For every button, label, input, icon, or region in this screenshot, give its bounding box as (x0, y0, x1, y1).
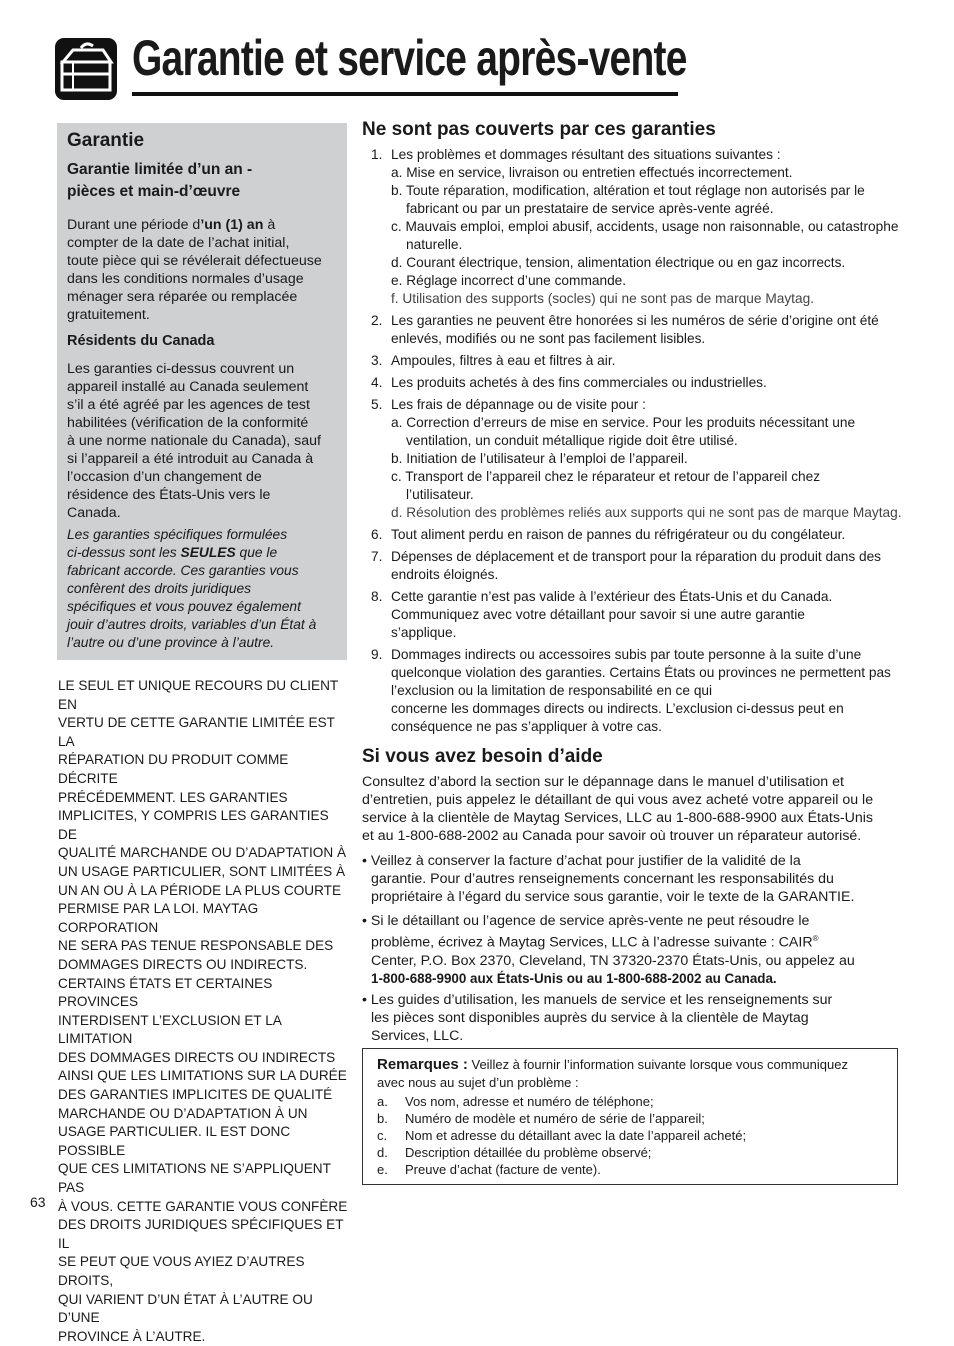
title-underline (132, 92, 678, 96)
help-heading: Si vous avez besoin d’aide (362, 746, 603, 767)
warranty-paragraph: Durant une période d’un (1) an à compter de la date de l’achat initial, toute pièce qui se révélerait défectueuse dans les conditions normales d’usage ménager sera réparée ou remplacée gratuitement. (67, 217, 322, 323)
disclaimer-line: À VOUS. CETTE GARANTIE VOUS CONFÈRE (58, 1198, 348, 1214)
list-subitem-continuation: fabricant ou par un prestataire de service après-vente agréé. (406, 201, 774, 216)
list-text: Cette garantie n’est pas valide à l’extérieur des États-Unis et du Canada. (391, 589, 833, 604)
note-item (377, 1093, 892, 1110)
list-item (371, 526, 911, 544)
disclaimer-line: RÉPARATION DU PRODUIT COMME DÉCRITE (58, 752, 289, 786)
list-subitem: a. Correction d’erreurs de mise en service. Pour les produits nécessitant une (391, 415, 856, 430)
list-item (371, 146, 911, 164)
disclaimer-line: IMPLICITES, Y COMPRIS LES GARANTIES DE (58, 808, 329, 842)
list-item (371, 646, 911, 664)
list-number: 2. (371, 313, 383, 328)
disclaimer-line: DES DROITS JURIDIQUES SPÉCIFIQUES ET IL (58, 1217, 344, 1251)
list-item (371, 312, 911, 330)
note-item (377, 1110, 892, 1127)
note-text: Nom et adresse du détaillant avec la date l’appareil acheté; (405, 1128, 747, 1143)
toolbox-icon (55, 38, 117, 100)
note-item (377, 1161, 892, 1178)
list-item-continuation: s’applique. (391, 625, 457, 640)
list-number: 9. (371, 647, 383, 662)
list-item-continuation: quelconque violation des garanties. Certains États ou provinces ne permettent pas (391, 665, 891, 680)
canada-heading: Résidents du Canada (67, 333, 215, 349)
disclaimer-line: DES DOMMAGES DIRECTS OU INDIRECTS (58, 1049, 336, 1065)
list-item-continuation: concerne les dommages directs ou indirects. L’exclusion ci-dessus peut en (391, 701, 844, 716)
page-title: Garantie et service après-vente (132, 30, 687, 86)
note-text: Vos nom, adresse et numéro de téléphone; (405, 1094, 654, 1109)
note-letter: c. (377, 1128, 388, 1143)
list-number: 8. (371, 589, 383, 604)
list-item-continuation: Communiquez avec votre détaillant pour savoir si une autre garantie (391, 607, 805, 622)
disclaimer-line: QUI VARIENT D’UN ÉTAT À L’AUTRE OU D’UNE (58, 1291, 313, 1326)
list-number: 3. (371, 353, 383, 368)
list-text: Les garanties ne peuvent être honorées si les numéros de série d’origine ont été (391, 313, 879, 328)
canada-paragraph: Les garanties ci-dessus couvrent un appareil installé au Canada seulement s’il a été agréé par les agences de test habilitées (vérification de la conformité à une norme nationale du Canada), sauf si l’appareil a été introduit au Canada à l’occasion d’un changement de résidence des États-Unis vers le Canada. (67, 361, 321, 521)
disclaimer-line: PERMISE PAR LA LOI. MAYTAG CORPORATION (58, 901, 259, 935)
list-subitem-continuation: ventilation, un conduit métallique rigide doit être utilisé. (406, 433, 738, 448)
list-item (371, 548, 911, 566)
disclaimer-line: DES GARANTIES IMPLICITES DE QUALITÉ (58, 1087, 333, 1103)
help-bullet-guides: • Les guides d’utilisation, les manuels de service et les renseignements sur les pièces sont disponibles auprès du service à la clientèle de Maytag Services, LLC. (362, 992, 833, 1044)
disclaimer-line: INTERDISENT L’EXCLUSION ET LA LIMITATION (58, 1012, 282, 1047)
list-subitem: c. Mauvais emploi, emploi abusif, accidents, usage non raisonnable, ou catastrophe (391, 219, 899, 234)
disclaimer-line: CERTAINS ÉTATS ET CERTAINES PROVINCES (58, 975, 273, 1010)
disclaimer-line: QUE CES LIMITATIONS NE S’APPLIQUENT PAS (58, 1161, 331, 1196)
warranty-subheading: Garantie limitée d’un an - pièces et main-d’œuvre (67, 161, 253, 200)
list-item (371, 352, 911, 370)
list-item (371, 396, 911, 414)
help-bullet-contact: • Si le détaillant ou l’agence de service après-vente ne peut résoudre le problème, écrivez à Maytag Services, LLC à l’adresse suivante : CAIR® Center, P.O. Box 2370, Cleveland, TN 37320-2370 États-Unis, ou appelez au 1-800-688-9900 aux États-Unis ou au 1-800-688-2002 au Canada. (362, 913, 855, 986)
disclaimer-line: VERTU DE CETTE GARANTIE LIMITÉE EST LA (58, 715, 335, 749)
warranty-heading: Garantie (67, 130, 145, 151)
note-letter: a. (377, 1094, 388, 1109)
note-letter: d. (377, 1145, 388, 1160)
notes-list (377, 1093, 892, 1178)
list-subitem: d. Résolution des problèmes reliés aux supports qui ne sont pas de marque Maytag. (391, 505, 902, 520)
disclaimer-line: USAGE PARTICULIER. IL EST DONC POSSIBLE (58, 1124, 291, 1158)
note-text: Description détaillée du problème observé; (405, 1145, 652, 1160)
disclaimer-line: UN AN OU À LA PÉRIODE LA PLUS COURTE (58, 882, 342, 898)
list-item-continuation: conséquence ne pas s’appliquer à votre cas. (391, 719, 662, 734)
list-subitem: f. Utilisation des supports (socles) qui ne sont pas de marque Maytag. (391, 291, 815, 306)
disclaimer-line: AINSI QUE LES LIMITATIONS SUR LA DURÉE (58, 1068, 347, 1084)
list-item (371, 374, 911, 392)
list-subitem: c. Transport de l’appareil chez le réparateur et retour de l’appareil chez (391, 469, 821, 484)
list-subitem: d. Courant électrique, tension, alimentation électrique ou en gaz incorrects. (391, 255, 846, 270)
list-item-continuation: endroits éloignés. (391, 567, 499, 582)
list-item (371, 588, 911, 606)
notes-intro: Remarques : Veillez à fournir l’information suivante lorsque vous communiquez avec nous au sujet d’un problème : (377, 1056, 848, 1090)
liability-disclaimer (58, 677, 350, 1346)
list-number: 4. (371, 375, 383, 390)
list-subitem: a. Mise en service, livraison ou entretien effectués incorrectement. (391, 165, 793, 180)
list-number: 7. (371, 549, 383, 564)
disclaimer-line: NE SERA PAS TENUE RESPONSABLE DES (58, 938, 334, 954)
list-text: Les frais de dépannage ou de visite pour : (391, 397, 646, 412)
not-covered-heading: Ne sont pas couverts par ces garanties (362, 119, 716, 140)
disclaimer-line: LE SEUL ET UNIQUE RECOURS DU CLIENT EN (58, 678, 338, 712)
list-number: 1. (371, 147, 383, 162)
list-number: 5. (371, 397, 383, 412)
list-subitem: b. Toute réparation, modification, altération et tout réglage non autorisés par le (391, 183, 865, 198)
list-text: Les problèmes et dommages résultant des situations suivantes : (391, 147, 781, 162)
list-subitem: b. Initiation de l’utilisateur à l’emploi de l’appareil. (391, 451, 688, 466)
note-text: Numéro de modèle et numéro de série de l’appareil; (405, 1111, 705, 1126)
disclaimer-line: DOMMAGES DIRECTS OU INDIRECTS. (58, 956, 308, 972)
disclaimer-line: QUALITÉ MARCHANDE OU D’ADAPTATION À (58, 845, 347, 861)
list-text: Les produits achetés à des fins commerciales ou industrielles. (391, 375, 767, 390)
exclusive-warranty-note: Les garanties spécifiques formulées ci-dessus sont les SEULES que le fabricant accorde. Ces garanties vous confèrent des droits juridiques spécifiques et vous pouvez également jouir d’autres droits, variables d’un État à l’autre ou d’une province à l’autre. (67, 527, 317, 650)
list-subitem: e. Réglage incorrect d’une commande. (391, 273, 627, 288)
disclaimer-line: MARCHANDE OU D’ADAPTATION À UN (58, 1105, 308, 1121)
note-letter: e. (377, 1162, 388, 1177)
disclaimer-line: SE PEUT QUE VOUS AYIEZ D’AUTRES DROITS, (58, 1254, 305, 1288)
notes-label: Remarques : (377, 1056, 468, 1073)
list-subitem-continuation: naturelle. (406, 237, 463, 252)
note-item (377, 1127, 892, 1144)
disclaimer-line: UN USAGE PARTICULIER, SONT LIMITÉES À (58, 863, 346, 879)
note-text: Preuve d’achat (facture de vente). (405, 1162, 601, 1177)
help-intro: Consultez d’abord la section sur le dépannage dans le manuel d’utilisation et d’entretien, puis appelez le détaillant de qui vous avez acheté votre appareil ou le service à la clientèle de Maytag Services, LLC au 1-800-688-9900 aux États-Unis et au 1-800-688-2002 au Canada pour savoir où trouver un réparateur autorisé. (362, 774, 874, 844)
disclaimer-line: PRÉCÉDEMMENT. LES GARANTIES (58, 789, 288, 805)
list-text: Ampoules, filtres à eau et filtres à air. (391, 353, 616, 368)
list-text: Dépenses de déplacement et de transport pour la réparation du produit dans des (391, 549, 882, 564)
list-text: Dommages indirects ou accessoires subis par toute personne à la suite d’une (391, 647, 862, 662)
list-text: Tout aliment perdu en raison de pannes du réfrigérateur ou du congélateur. (391, 527, 846, 542)
page-number: 63 (30, 1194, 46, 1210)
note-letter: b. (377, 1111, 388, 1126)
help-bullet-invoice: • Veillez à conserver la facture d’achat pour justifier de la validité de la garantie. Pour d’autres renseignements concernant les responsabilités du propriétaire à l’égard du service sous garantie, voir le texte de la GARANTIE. (362, 853, 855, 905)
not-covered-list (371, 146, 911, 736)
list-subitem-continuation: l’utilisateur. (406, 487, 474, 502)
note-item (377, 1144, 892, 1161)
list-item-continuation: enlevés, modifiés ou ne sont pas facilement lisibles. (391, 331, 706, 346)
list-number: 6. (371, 527, 383, 542)
list-item-continuation: l’exclusion ou la limitation de responsabilité en ce qui (391, 683, 713, 698)
disclaimer-line: PROVINCE À L’AUTRE. (58, 1328, 206, 1344)
